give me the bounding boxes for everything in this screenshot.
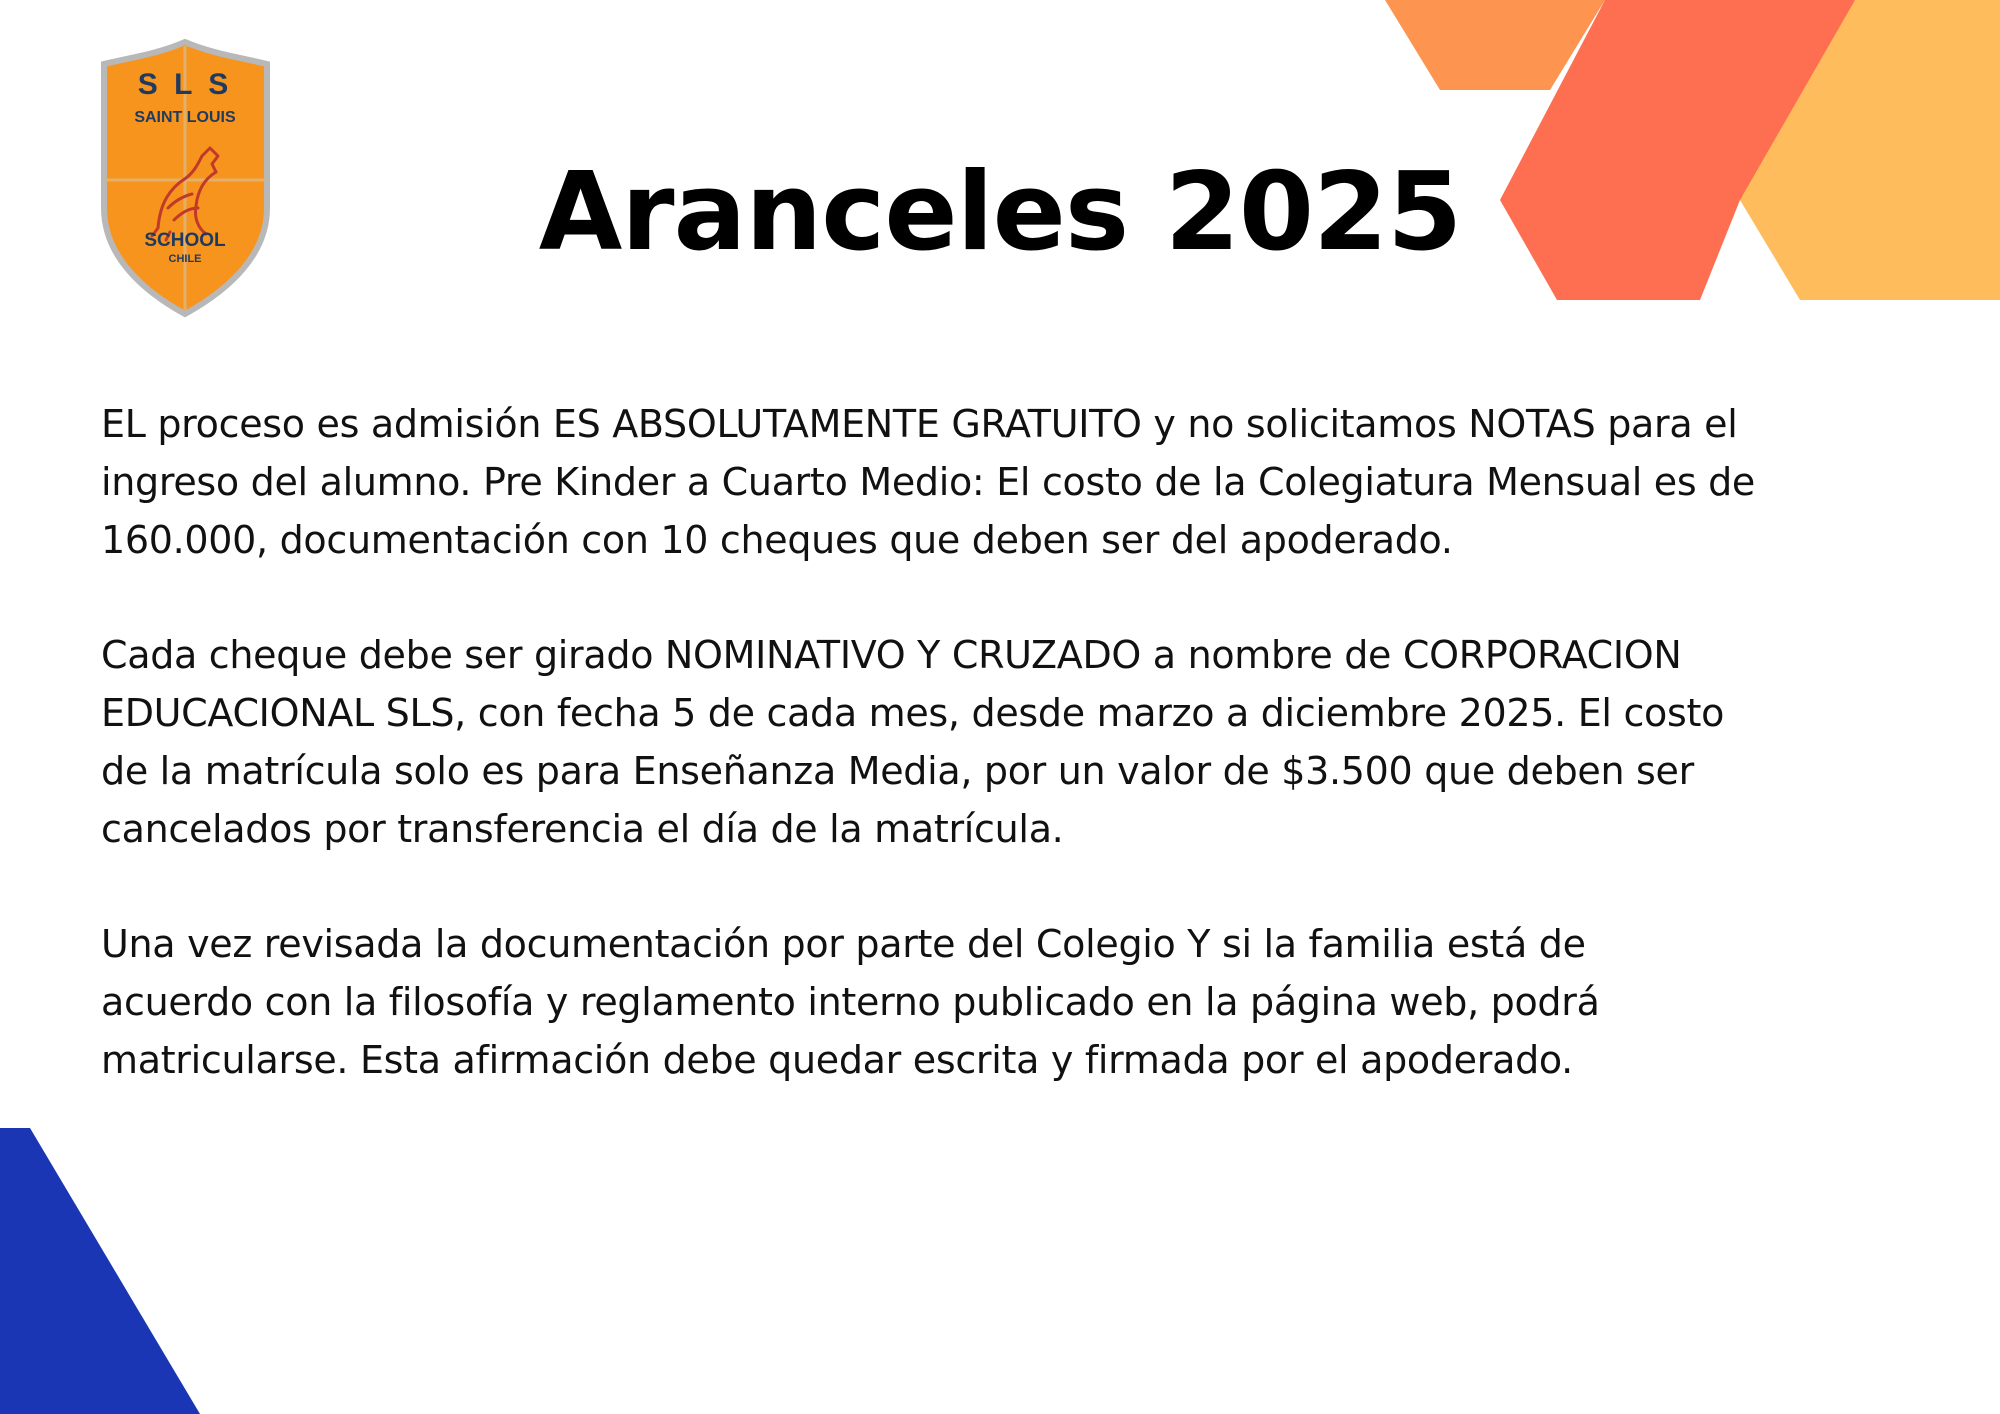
paragraph-line: ingreso del alumno. Pre Kinder a Cuarto Medio: El costo de la Colegiatura Mensual es de (101, 460, 1755, 504)
logo-name-top: SAINT LOUIS (134, 109, 236, 126)
paragraph-line: EL proceso es admisión ES ABSOLUTAMENTE GRATUITO y no solicitamos NOTAS para el (101, 402, 1738, 446)
paragraph-line: matricularse. Esta afirmación debe quedar escrita y firmada por el apoderado. (101, 1038, 1573, 1082)
paragraph-enrollment (101, 915, 1991, 1089)
paragraph-line: de la matrícula solo es para Enseñanza Media, por un valor de $3.500 que deben ser (101, 749, 1694, 793)
logo-name-bottom: SCHOOL (144, 230, 226, 251)
paragraph-line: 160.000, documentación con 10 cheques que deben ser del apoderado. (101, 518, 1453, 562)
blue-corner-shape (0, 1128, 200, 1414)
paragraph-line: EDUCACIONAL SLS, con fecha 5 de cada mes, desde marzo a diciembre 2025. El costo (101, 691, 1725, 735)
logo-country: CHILE (168, 253, 202, 265)
logo-initials: S L S (137, 68, 233, 101)
paragraph-line: acuerdo con la filosofía y reglamento interno publicado en la página web, podrá (101, 980, 1600, 1024)
paragraph-line: cancelados por transferencia el día de la matrícula. (101, 807, 1064, 851)
paragraph-admission (101, 395, 1991, 569)
paragraph-line: Una vez revisada la documentación por parte del Colegio Y si la familia está de (101, 922, 1586, 966)
paragraph-line: Cada cheque debe ser girado NOMINATIVO Y CRUZADO a nombre de CORPORACION (101, 633, 1682, 677)
paragraph-cheques (101, 626, 1991, 858)
page-title: Aranceles 2025 (538, 150, 1462, 275)
body-text (101, 395, 1991, 1146)
